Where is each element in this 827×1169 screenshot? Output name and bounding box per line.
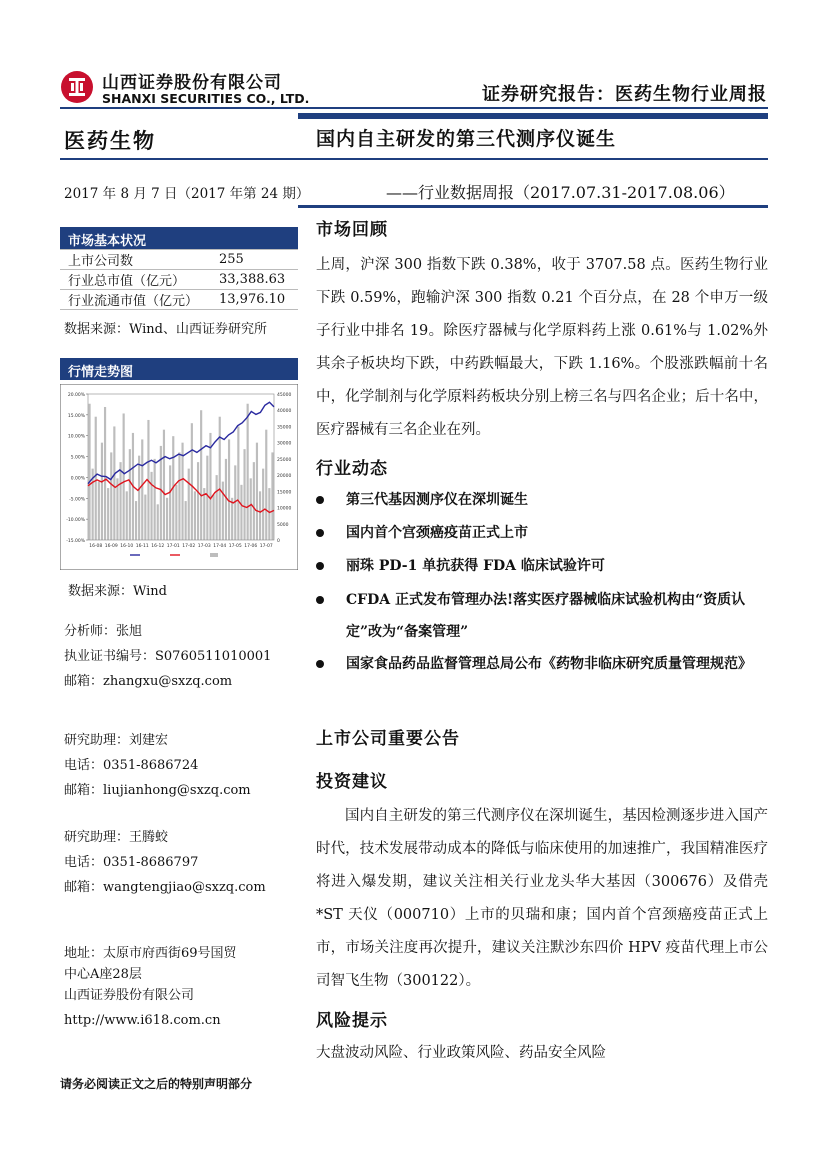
volume-bar bbox=[265, 430, 267, 540]
news-item: CFDA 正式发布管理办法!落实医疗器械临床试验机构由“资质认定”改为“备案管理” bbox=[316, 584, 768, 648]
volume-bar bbox=[256, 443, 258, 540]
analyst-info bbox=[64, 622, 271, 691]
news-item: 国内首个宫颈癌疫苗正式上市 bbox=[316, 517, 768, 549]
volume-bar bbox=[119, 462, 121, 540]
x-tick-label: 17-04 bbox=[213, 544, 227, 549]
assistant1-name: 研究助理：刘建宏 bbox=[64, 733, 169, 748]
volume-bar bbox=[178, 452, 180, 540]
volume-bar bbox=[212, 495, 214, 540]
volume-bar bbox=[191, 423, 193, 540]
volume-bar bbox=[141, 439, 143, 540]
assistant1-email[interactable]: 邮箱：liujianhong@sxzq.com bbox=[64, 783, 251, 798]
analyst-name: 分析师：张旭 bbox=[64, 624, 143, 639]
volume-bar bbox=[243, 449, 245, 540]
assistant2-phone: 电话：0351-8686797 bbox=[64, 855, 199, 870]
x-tick-label: 17-06 bbox=[244, 544, 258, 549]
assistant1-phone: 电话：0351-8686724 bbox=[64, 758, 199, 773]
sector-title: 医药生物 bbox=[64, 128, 156, 153]
volume-bar bbox=[123, 413, 125, 540]
bullet-icon bbox=[316, 660, 324, 668]
disclaimer-note: 请务必阅读正文之后的特别声明部分 bbox=[60, 1077, 253, 1091]
company-name-cn: 山西证券股份有限公司 bbox=[102, 73, 282, 93]
volume-bar bbox=[169, 465, 171, 540]
y-left-tick-label: -15.00% bbox=[66, 539, 85, 544]
market-review-body: 上周，沪深 300 指数下跌 0.38%，收于 3707.58 点。医药生物行业下跌 0.59%，跑输沪深 300 指数 0.21 个百分点，在 28 个申万一级子行业中排名 19。除医疗器械与化学原料药上涨 0.61%与 1.02%外其余子板块均下跌，中药跌幅最大，下跌 1.16%。个股涨跌幅前十名中，化学制剂与化学原料药板块分别上榜三名与四名企业；后十名中，医疗器械有三名企业在列。 bbox=[316, 257, 768, 438]
address-info bbox=[64, 944, 237, 1030]
volume-bar bbox=[228, 439, 230, 540]
volume-bar bbox=[185, 501, 187, 540]
volume-bar bbox=[247, 404, 249, 540]
volume-bar bbox=[259, 491, 261, 540]
volume-bar bbox=[88, 404, 90, 540]
industry-news-heading: 行业动态 bbox=[316, 459, 388, 479]
volume-bar bbox=[250, 478, 252, 540]
volume-bar bbox=[107, 488, 109, 540]
y-left-tick-label: 5.00% bbox=[70, 455, 85, 461]
assistant2-email[interactable]: 邮箱：wangtengjiao@sxzq.com bbox=[64, 880, 266, 895]
volume-bar bbox=[203, 488, 205, 540]
x-tick-label: 17-03 bbox=[197, 544, 211, 549]
y-left-tick-label: -10.00% bbox=[66, 518, 85, 524]
x-tick-label: 17-02 bbox=[182, 544, 196, 549]
y-left-tick-label: 20.00% bbox=[67, 393, 85, 398]
address-line2: 中心A座28层 bbox=[64, 967, 142, 982]
volume-bar bbox=[197, 462, 199, 540]
announcements-heading: 上市公司重要公告 bbox=[316, 729, 460, 749]
volume-bar bbox=[237, 426, 239, 540]
y-right-tick-label: 35000 bbox=[277, 425, 292, 431]
header-bar bbox=[298, 113, 768, 119]
volume-bar bbox=[216, 475, 218, 540]
table-row bbox=[60, 270, 298, 290]
table-cell-value: 255 bbox=[215, 250, 298, 270]
table-cell-label: 行业流通市值（亿元） bbox=[60, 290, 215, 310]
title-rule bbox=[298, 158, 768, 160]
volume-bar bbox=[154, 459, 156, 540]
legend-swatch bbox=[210, 553, 218, 557]
x-tick-label: 17-05 bbox=[228, 544, 242, 549]
bullet-icon bbox=[316, 496, 324, 504]
assistant2-name: 研究助理：王腾蛟 bbox=[64, 830, 169, 845]
y-right-tick-label: 30000 bbox=[277, 441, 292, 447]
y-right-tick-label: 20000 bbox=[277, 474, 292, 480]
table-cell-value: 33,388.63 bbox=[215, 270, 298, 290]
volume-bar bbox=[206, 456, 208, 540]
volume-bar bbox=[138, 456, 140, 540]
y-left-tick-label: 0.00% bbox=[70, 476, 85, 482]
y-left-tick-label: 10.00% bbox=[67, 434, 85, 440]
table-cell-value: 13,976.10 bbox=[215, 290, 298, 310]
analyst-cert: 执业证书编号：S0760511010001 bbox=[64, 649, 272, 664]
volume-bar bbox=[101, 443, 103, 540]
address-line3: 山西证券股份有限公司 bbox=[64, 988, 195, 1003]
volume-bar bbox=[240, 485, 242, 540]
x-tick-label: 16-12 bbox=[151, 544, 165, 549]
table-cell-label: 行业总市值（亿元） bbox=[60, 270, 215, 290]
volume-bar bbox=[222, 482, 224, 540]
volume-bar bbox=[113, 426, 115, 540]
y-right-tick-label: 5000 bbox=[277, 522, 289, 528]
market-status-heading: 市场基本状况 bbox=[60, 227, 298, 249]
volume-bar bbox=[135, 501, 137, 540]
market-review-heading: 市场回顾 bbox=[316, 220, 388, 240]
header-rule bbox=[60, 107, 768, 109]
investment-body: 国内自主研发的第三代测序仪在深圳诞生，基因检测逐步进入国产时代，技术发展带动成本的降低与临床使用的加速推广，我国精准医疗将进入爆发期，建议关注相关行业龙头华大基因（300676）及借壳*ST 天仪（000710）上市的贝瑞和康；国内首个宫颈癌疫苗正式上市，市场关注度再次提升，建议关注默沙东四价 HPV 疫苗代理上市公司智飞生物（300122）。 bbox=[316, 808, 768, 989]
volume-bar bbox=[98, 482, 100, 540]
volume-bar bbox=[253, 462, 255, 540]
volume-bar bbox=[200, 410, 202, 540]
market-source: 数据来源：Wind、山西证券研究所 bbox=[64, 322, 267, 337]
address-line1: 地址：太原市府西街69号国贸 bbox=[64, 946, 237, 961]
volume-bar bbox=[262, 469, 264, 540]
volume-bar bbox=[126, 491, 128, 540]
sector-rule bbox=[60, 158, 298, 160]
table-row bbox=[60, 250, 298, 270]
news-item: 国家食品药品监督管理总局公布《药物非临床研究质量管理规范》 bbox=[316, 648, 768, 680]
volume-bar bbox=[110, 452, 112, 540]
volume-bar bbox=[144, 495, 146, 540]
investment-heading: 投资建议 bbox=[316, 772, 388, 792]
volume-bar bbox=[116, 478, 118, 540]
x-tick-label: 16-08 bbox=[89, 544, 103, 549]
y-right-tick-label: 40000 bbox=[277, 409, 292, 415]
company-logo-icon bbox=[60, 70, 94, 104]
analyst-email[interactable]: 邮箱：zhangxu@sxzq.com bbox=[64, 674, 233, 689]
volume-bar bbox=[150, 472, 152, 540]
x-tick-label: 16-11 bbox=[135, 544, 149, 549]
volume-bar bbox=[219, 417, 221, 540]
subtitle-rule bbox=[298, 205, 768, 208]
news-item: 丽珠 PD-1 单抗获得 FDA 临床试验许可 bbox=[316, 550, 768, 582]
volume-bar bbox=[163, 430, 165, 540]
y-right-tick-label: 25000 bbox=[277, 457, 292, 463]
volume-bar bbox=[188, 469, 190, 540]
trend-chart bbox=[60, 384, 298, 570]
volume-bar bbox=[166, 498, 168, 540]
risk-heading: 风险提示 bbox=[316, 1011, 388, 1031]
volume-bar bbox=[129, 449, 131, 540]
company-name-en: SHANXI SECURITIES CO., LTD. bbox=[102, 91, 310, 106]
bullet-icon bbox=[316, 596, 324, 604]
x-tick-label: 16-10 bbox=[120, 544, 134, 549]
news-item: 第三代基因测序仪在深圳诞生 bbox=[316, 484, 768, 516]
chart-source: 数据来源：Wind bbox=[68, 584, 167, 599]
report-type: 证券研究报告：医药生物行业周报 bbox=[482, 84, 767, 105]
report-subtitle: ——行业数据周报（2017.07.31-2017.08.06） bbox=[386, 183, 735, 202]
volume-bar bbox=[181, 443, 183, 540]
x-tick-label: 16-09 bbox=[104, 544, 118, 549]
volume-bar bbox=[268, 488, 270, 540]
volume-bar bbox=[209, 433, 211, 540]
table-cell-label: 上市公司数 bbox=[60, 250, 215, 270]
y-left-tick-label: 15.00% bbox=[67, 413, 85, 419]
y-right-tick-label: 15000 bbox=[277, 490, 292, 496]
volume-bar bbox=[104, 407, 106, 540]
volume-bar bbox=[157, 504, 159, 540]
report-title: 国内自主研发的第三代测序仪诞生 bbox=[316, 128, 617, 150]
table-row bbox=[60, 290, 298, 310]
bullet-icon bbox=[316, 562, 324, 570]
volume-bar bbox=[271, 452, 273, 540]
y-right-tick-label: 0 bbox=[277, 539, 280, 544]
y-right-tick-label: 45000 bbox=[277, 393, 292, 398]
y-right-tick-label: 10000 bbox=[277, 506, 292, 512]
website-link[interactable]: http://www.i618.com.cn bbox=[64, 1013, 221, 1028]
volume-bar bbox=[95, 417, 97, 540]
assistant2-info bbox=[64, 828, 266, 897]
x-tick-label: 17-07 bbox=[259, 544, 273, 549]
x-tick-label: 17-01 bbox=[166, 544, 180, 549]
bullet-icon bbox=[316, 529, 324, 537]
risk-body: 大盘波动风险、行业政策风险、药品安全风险 bbox=[316, 1045, 606, 1061]
trend-chart-heading: 行情走势图 bbox=[60, 358, 298, 380]
assistant1-info bbox=[64, 731, 251, 800]
volume-bar bbox=[194, 491, 196, 540]
y-left-tick-label: -5.00% bbox=[69, 497, 85, 503]
market-status-table bbox=[60, 249, 298, 310]
volume-bar bbox=[231, 498, 233, 540]
volume-bar bbox=[175, 485, 177, 540]
issue-date: 2017 年 8 月 7 日（2017 年第 24 期） bbox=[64, 186, 310, 202]
